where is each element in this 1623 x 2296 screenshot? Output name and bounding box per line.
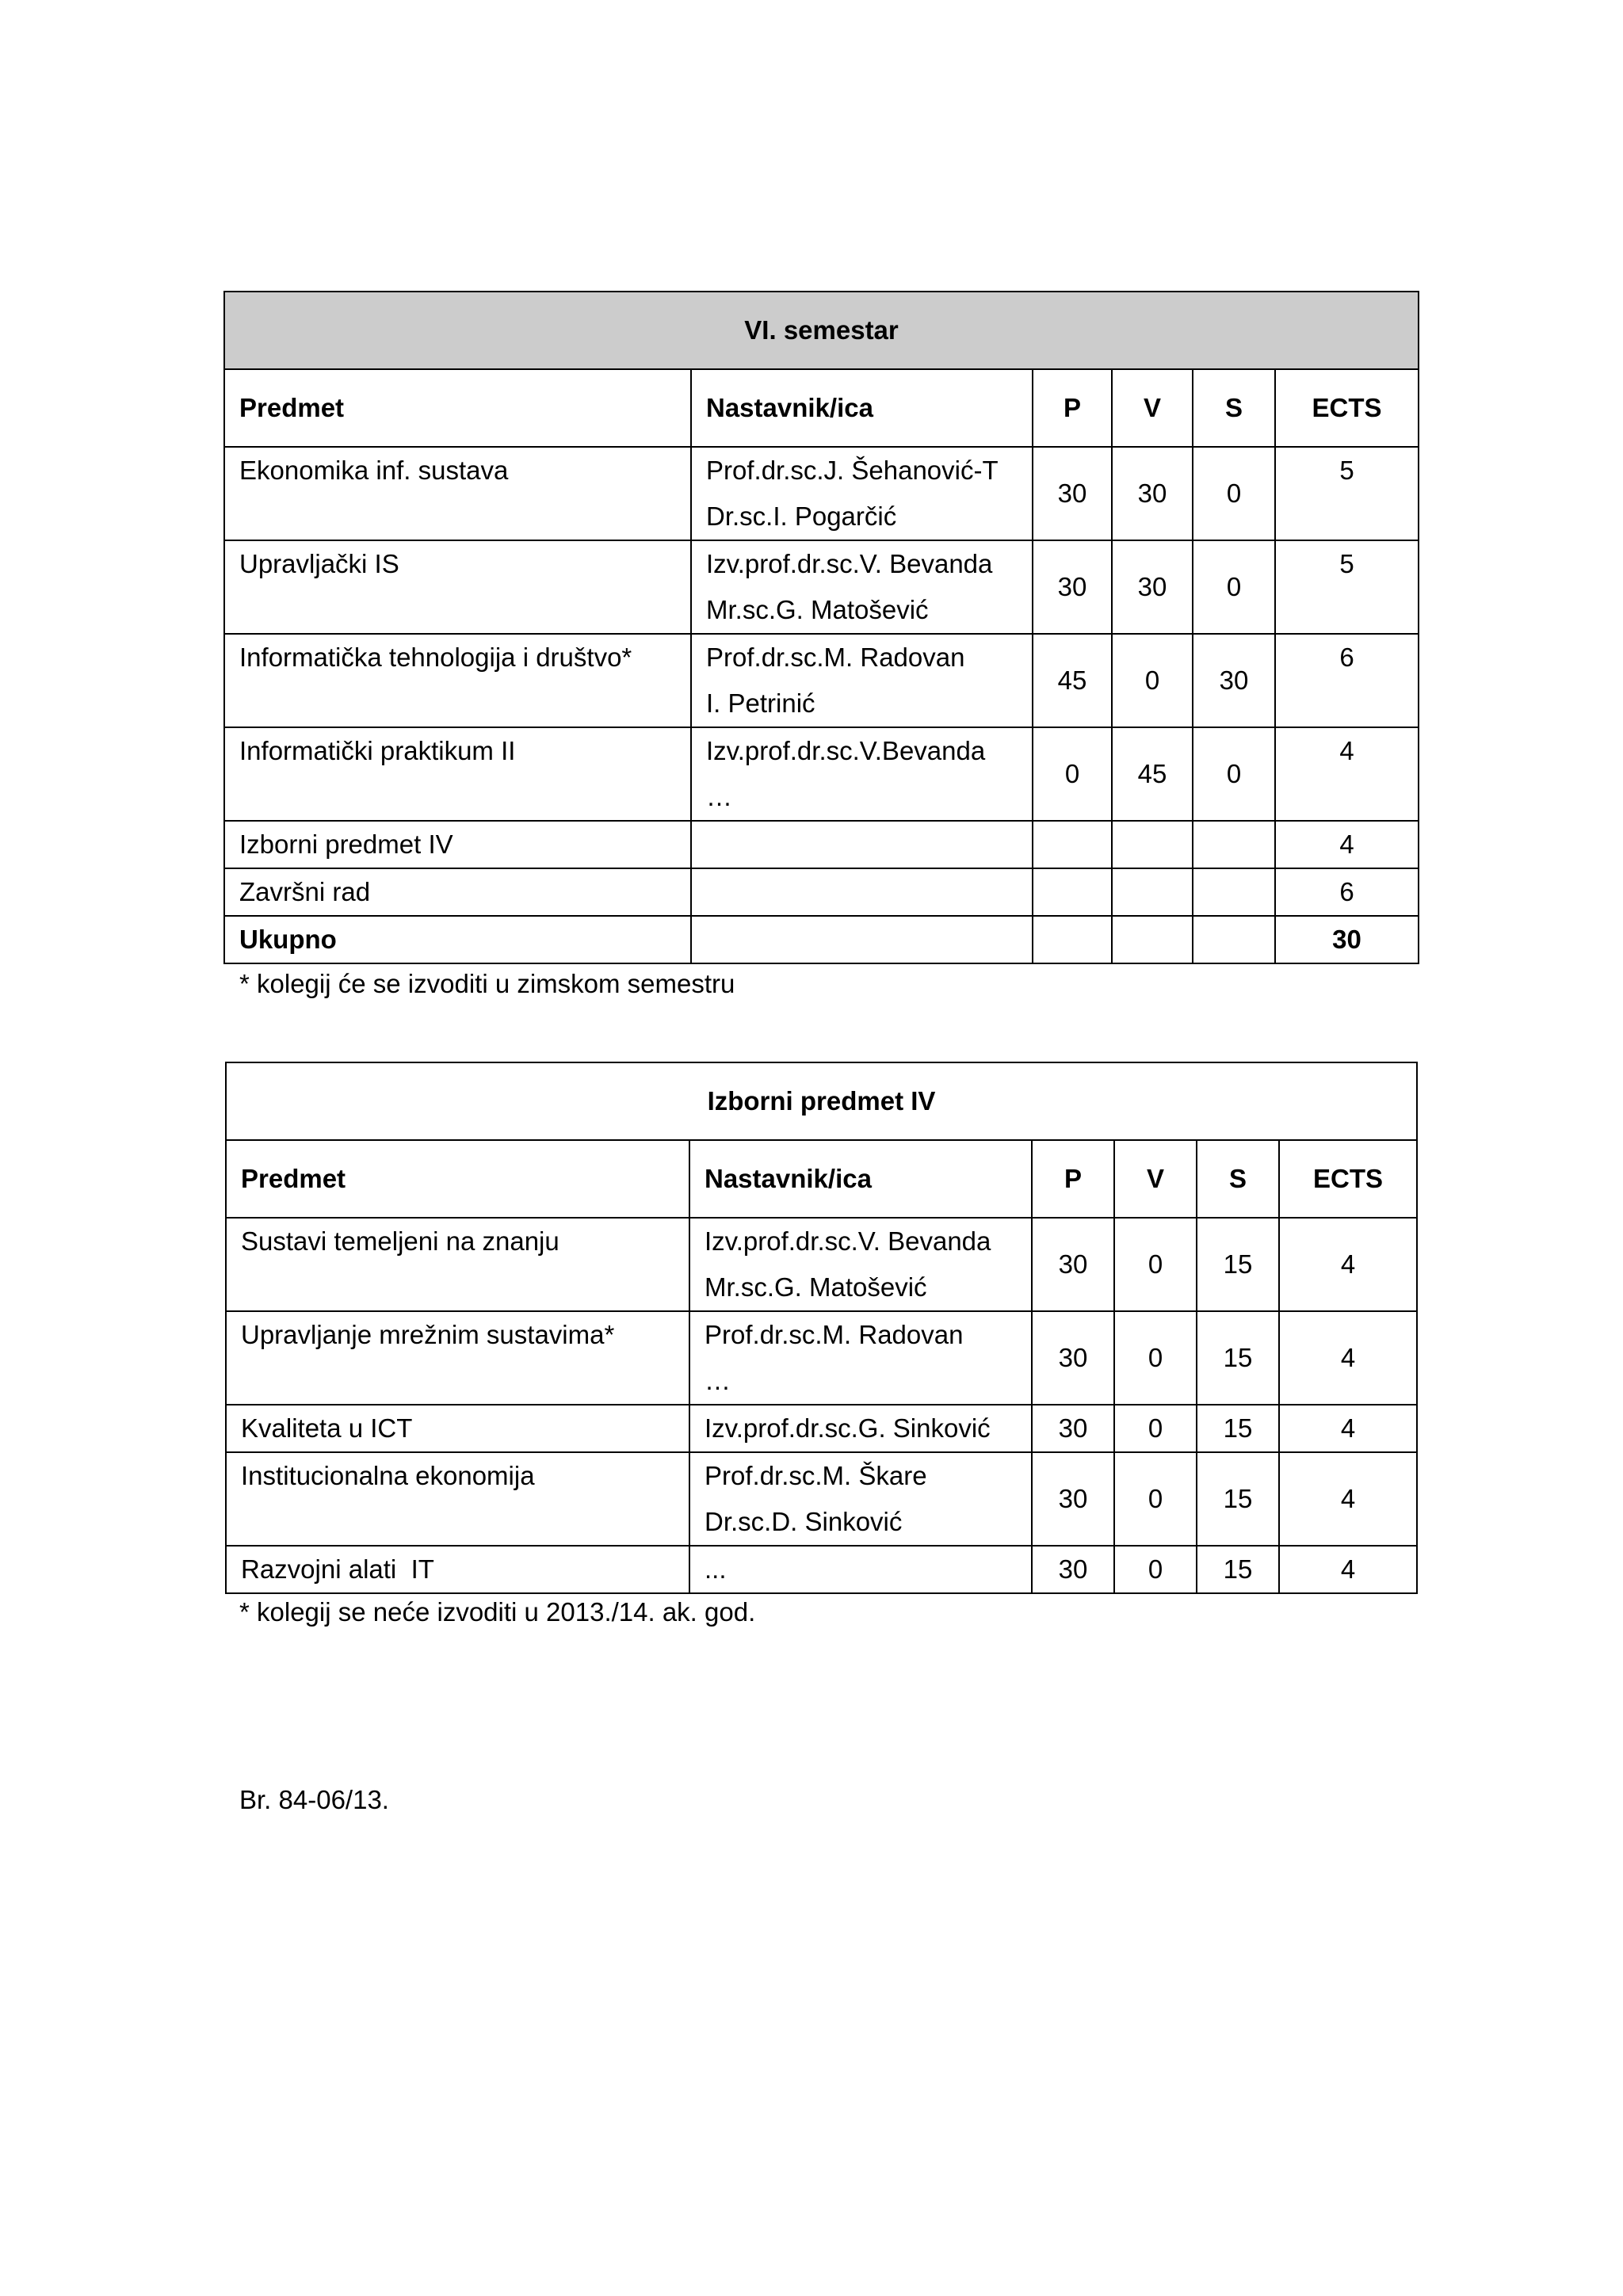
hours-v: 0: [1112, 634, 1193, 727]
column-header-v: V: [1114, 1140, 1197, 1218]
hours-p: 0: [1033, 727, 1112, 821]
course-name: Informatički praktikum II: [224, 727, 691, 821]
column-header-ects: ECTS: [1279, 1140, 1417, 1218]
hours-v: 45: [1112, 727, 1193, 821]
hours-p: 30: [1032, 1311, 1114, 1405]
ects-value: 4: [1279, 1311, 1417, 1405]
course-name: Razvojni alati IT: [226, 1546, 689, 1593]
ects-value: 4: [1279, 1546, 1417, 1593]
course-name: Ekonomika inf. sustava: [224, 447, 691, 540]
hours-v: [1112, 821, 1193, 868]
teacher-name: …: [706, 782, 732, 811]
teacher-name: Dr.sc.I. Pogarčić: [706, 502, 897, 531]
table-row: [224, 868, 1419, 916]
hours-p: 30: [1032, 1405, 1114, 1452]
hours-s: 0: [1193, 540, 1275, 634]
ects-value: 4: [1275, 821, 1419, 868]
teacher-name: …: [705, 1366, 731, 1395]
hours-p: 30: [1033, 540, 1112, 634]
ects-value: 4: [1279, 1452, 1417, 1546]
hours-v: [1112, 916, 1193, 963]
ects-value: 6: [1275, 634, 1419, 727]
hours-s: [1193, 868, 1275, 916]
hours-s: 15: [1197, 1218, 1279, 1311]
course-name: Informatička tehnologija i društvo*: [224, 634, 691, 727]
document-reference: Br. 84-06/13.: [239, 1785, 389, 1814]
course-teachers: [691, 821, 1033, 868]
total-row: [224, 916, 1419, 963]
column-header-p: P: [1032, 1140, 1114, 1218]
hours-s: 15: [1197, 1452, 1279, 1546]
hours-v: 0: [1114, 1218, 1197, 1311]
teacher-name: Izv.prof.dr.sc.V. Bevanda: [706, 549, 993, 578]
course-teachers: [691, 868, 1033, 916]
table-header-row: [226, 1140, 1417, 1218]
course-teachers: [691, 727, 1033, 821]
teacher-name: Prof.dr.sc.M. Radovan: [706, 643, 965, 672]
hours-v: 30: [1112, 540, 1193, 634]
table-row: [224, 447, 1419, 540]
course-teachers: [691, 447, 1033, 540]
table-title: Izborni predmet IV: [226, 1062, 1417, 1140]
table-row: [224, 727, 1419, 821]
course-teachers: [691, 634, 1033, 727]
ects-value: 4: [1279, 1218, 1417, 1311]
course-name: Kvaliteta u ICT: [226, 1405, 689, 1452]
footnote: * kolegij će se izvoditi u zimskom semestru: [239, 969, 735, 998]
hours-p: 30: [1032, 1452, 1114, 1546]
column-header-predmet: Predmet: [226, 1140, 689, 1218]
hours-p: [1033, 821, 1112, 868]
course-name: Sustavi temeljeni na znanju: [226, 1218, 689, 1311]
table-row: [226, 1546, 1417, 1593]
column-header-nastavnik: Nastavnik/ica: [691, 369, 1033, 447]
hours-v: 0: [1114, 1546, 1197, 1593]
ects-value: 5: [1275, 540, 1419, 634]
hours-p: 45: [1033, 634, 1112, 727]
hours-v: [1112, 868, 1193, 916]
teacher-name: Dr.sc.D. Sinković: [705, 1507, 903, 1536]
hours-s: [1193, 916, 1275, 963]
course-teachers: [689, 1311, 1032, 1405]
hours-v: 0: [1114, 1311, 1197, 1405]
course-name: Upravljanje mrežnim sustavima*: [226, 1311, 689, 1405]
table-title: VI. semestar: [224, 292, 1419, 369]
hours-p: 30: [1033, 447, 1112, 540]
table-row: [224, 821, 1419, 868]
hours-s: 0: [1193, 447, 1275, 540]
ects-value: 4: [1279, 1405, 1417, 1452]
teacher-name: Mr.sc.G. Matošević: [705, 1272, 927, 1302]
total-ects: 30: [1275, 916, 1419, 963]
semester-vi-table: [223, 291, 1419, 964]
course-teachers: [691, 540, 1033, 634]
course-teachers: Izv.prof.dr.sc.G. Sinković: [689, 1405, 1032, 1452]
hours-s: 30: [1193, 634, 1275, 727]
course-teachers: [689, 1218, 1032, 1311]
hours-s: 15: [1197, 1405, 1279, 1452]
teacher-name: I. Petrinić: [706, 688, 815, 718]
table-row: [226, 1405, 1417, 1452]
total-label: Ukupno: [224, 916, 691, 963]
course-teachers: [689, 1452, 1032, 1546]
ects-value: 5: [1275, 447, 1419, 540]
table-row: [226, 1452, 1417, 1546]
teacher-name: Prof.dr.sc.M. Škare: [705, 1461, 927, 1490]
hours-p: 30: [1032, 1546, 1114, 1593]
column-header-nastavnik: Nastavnik/ica: [689, 1140, 1032, 1218]
teacher-name: Izv.prof.dr.sc.V.Bevanda: [706, 736, 986, 765]
course-teachers: [691, 916, 1033, 963]
elective-iv-table: [225, 1062, 1418, 1594]
ects-value: 4: [1275, 727, 1419, 821]
hours-v: 0: [1114, 1405, 1197, 1452]
teacher-name: Izv.prof.dr.sc.V. Bevanda: [705, 1226, 991, 1256]
table-row: [226, 1311, 1417, 1405]
table-row: [224, 540, 1419, 634]
teacher-name: Prof.dr.sc.M. Radovan: [705, 1320, 964, 1349]
hours-v: 30: [1112, 447, 1193, 540]
footnote: * kolegij se neće izvoditi u 2013./14. ak. god.: [239, 1597, 756, 1627]
teacher-name: Mr.sc.G. Matošević: [706, 595, 929, 624]
course-name: Upravljački IS: [224, 540, 691, 634]
course-teachers: ...: [689, 1546, 1032, 1593]
course-name: Završni rad: [224, 868, 691, 916]
hours-s: 15: [1197, 1546, 1279, 1593]
ects-value: 6: [1275, 868, 1419, 916]
table-row: [224, 634, 1419, 727]
hours-s: [1193, 821, 1275, 868]
hours-s: 0: [1193, 727, 1275, 821]
column-header-p: P: [1033, 369, 1112, 447]
column-header-s: S: [1193, 369, 1275, 447]
hours-s: 15: [1197, 1311, 1279, 1405]
course-name: Institucionalna ekonomija: [226, 1452, 689, 1546]
course-name: Izborni predmet IV: [224, 821, 691, 868]
hours-p: 30: [1032, 1218, 1114, 1311]
column-header-v: V: [1112, 369, 1193, 447]
column-header-s: S: [1197, 1140, 1279, 1218]
column-header-ects: ECTS: [1275, 369, 1419, 447]
hours-p: [1033, 868, 1112, 916]
hours-p: [1033, 916, 1112, 963]
hours-v: 0: [1114, 1452, 1197, 1546]
teacher-name: Prof.dr.sc.J. Šehanović-T: [706, 456, 999, 485]
column-header-predmet: Predmet: [224, 369, 691, 447]
table-row: [226, 1218, 1417, 1311]
table-header-row: [224, 369, 1419, 447]
